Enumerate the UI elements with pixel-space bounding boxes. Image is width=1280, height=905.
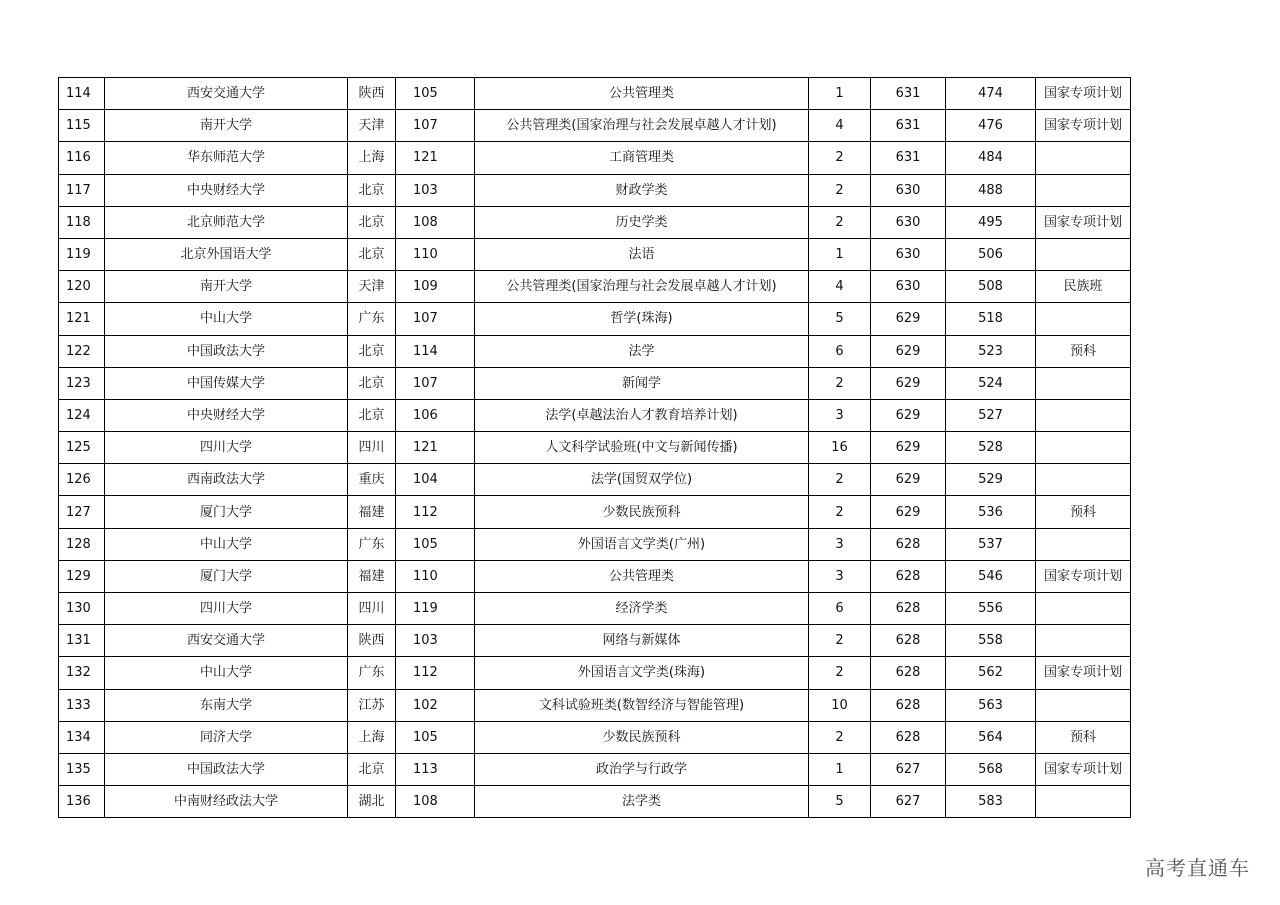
row-index-cell: 133	[59, 689, 105, 721]
score-cell: 631	[871, 142, 946, 174]
code-cell: 112	[396, 657, 475, 689]
score-cell: 628	[871, 593, 946, 625]
code-cell: 106	[396, 399, 475, 431]
university-cell: 厦门大学	[105, 560, 348, 592]
row-index-cell: 115	[59, 110, 105, 142]
university-cell: 东南大学	[105, 689, 348, 721]
rank-cell: 488	[946, 174, 1036, 206]
score-cell: 628	[871, 560, 946, 592]
major-cell: 历史学类	[475, 206, 809, 238]
code-cell: 107	[396, 110, 475, 142]
admission-table	[58, 77, 1131, 818]
note-cell	[1036, 142, 1131, 174]
score-cell: 630	[871, 238, 946, 270]
province-cell: 北京	[348, 753, 396, 785]
rank-cell: 568	[946, 753, 1036, 785]
table-row	[59, 271, 1131, 303]
watermark-text: 高考直通车	[1145, 856, 1250, 880]
university-cell: 中山大学	[105, 528, 348, 560]
table-row	[59, 657, 1131, 689]
rank-cell: 556	[946, 593, 1036, 625]
rank-cell: 528	[946, 432, 1036, 464]
row-index-cell: 116	[59, 142, 105, 174]
major-cell: 人文科学试验班(中文与新闻传播)	[475, 432, 809, 464]
rank-cell: 564	[946, 721, 1036, 753]
university-cell: 西安交通大学	[105, 625, 348, 657]
plan-count-cell: 3	[809, 399, 871, 431]
row-index-cell: 127	[59, 496, 105, 528]
code-cell: 108	[396, 206, 475, 238]
table-row	[59, 753, 1131, 785]
score-cell: 628	[871, 625, 946, 657]
province-cell: 北京	[348, 206, 396, 238]
major-cell: 少数民族预科	[475, 721, 809, 753]
table-row	[59, 528, 1131, 560]
plan-count-cell: 4	[809, 110, 871, 142]
rank-cell: 536	[946, 496, 1036, 528]
university-cell: 西安交通大学	[105, 78, 348, 110]
code-cell: 105	[396, 528, 475, 560]
score-cell: 628	[871, 657, 946, 689]
province-cell: 北京	[348, 367, 396, 399]
rank-cell: 583	[946, 786, 1036, 818]
row-index-cell: 117	[59, 174, 105, 206]
university-cell: 南开大学	[105, 271, 348, 303]
major-cell: 公共管理类(国家治理与社会发展卓越人才计划)	[475, 271, 809, 303]
major-cell: 网络与新媒体	[475, 625, 809, 657]
province-cell: 北京	[348, 238, 396, 270]
plan-count-cell: 2	[809, 657, 871, 689]
score-cell: 627	[871, 786, 946, 818]
note-cell	[1036, 367, 1131, 399]
plan-count-cell: 1	[809, 78, 871, 110]
code-cell: 107	[396, 367, 475, 399]
table-body	[59, 78, 1131, 818]
table-row	[59, 689, 1131, 721]
note-cell: 预科	[1036, 335, 1131, 367]
code-cell: 121	[396, 142, 475, 174]
code-cell: 102	[396, 689, 475, 721]
code-cell: 103	[396, 625, 475, 657]
plan-count-cell: 5	[809, 786, 871, 818]
code-cell: 119	[396, 593, 475, 625]
major-cell: 文科试验班类(数智经济与智能管理)	[475, 689, 809, 721]
university-cell: 西南政法大学	[105, 464, 348, 496]
table-row	[59, 174, 1131, 206]
table-row	[59, 110, 1131, 142]
table-row	[59, 303, 1131, 335]
table-row	[59, 721, 1131, 753]
plan-count-cell: 1	[809, 238, 871, 270]
rank-cell: 558	[946, 625, 1036, 657]
province-cell: 福建	[348, 560, 396, 592]
row-index-cell: 125	[59, 432, 105, 464]
plan-count-cell: 2	[809, 496, 871, 528]
plan-count-cell: 2	[809, 142, 871, 174]
rank-cell: 495	[946, 206, 1036, 238]
row-index-cell: 123	[59, 367, 105, 399]
major-cell: 财政学类	[475, 174, 809, 206]
table-row	[59, 238, 1131, 270]
major-cell: 工商管理类	[475, 142, 809, 174]
university-cell: 中央财经大学	[105, 174, 348, 206]
major-cell: 法学类	[475, 786, 809, 818]
score-cell: 629	[871, 432, 946, 464]
row-index-cell: 120	[59, 271, 105, 303]
code-cell: 110	[396, 238, 475, 270]
plan-count-cell: 2	[809, 174, 871, 206]
plan-count-cell: 3	[809, 560, 871, 592]
university-cell: 四川大学	[105, 593, 348, 625]
university-cell: 中国政法大学	[105, 753, 348, 785]
rank-cell: 527	[946, 399, 1036, 431]
university-cell: 同济大学	[105, 721, 348, 753]
score-cell: 629	[871, 335, 946, 367]
row-index-cell: 135	[59, 753, 105, 785]
row-index-cell: 124	[59, 399, 105, 431]
major-cell: 公共管理类(国家治理与社会发展卓越人才计划)	[475, 110, 809, 142]
score-cell: 628	[871, 528, 946, 560]
note-cell: 预科	[1036, 721, 1131, 753]
note-cell: 国家专项计划	[1036, 560, 1131, 592]
note-cell	[1036, 464, 1131, 496]
note-cell: 预科	[1036, 496, 1131, 528]
score-cell: 630	[871, 174, 946, 206]
plan-count-cell: 1	[809, 753, 871, 785]
score-cell: 629	[871, 303, 946, 335]
plan-count-cell: 4	[809, 271, 871, 303]
row-index-cell: 136	[59, 786, 105, 818]
row-index-cell: 129	[59, 560, 105, 592]
score-cell: 628	[871, 721, 946, 753]
university-cell: 中国政法大学	[105, 335, 348, 367]
province-cell: 上海	[348, 142, 396, 174]
code-cell: 112	[396, 496, 475, 528]
major-cell: 哲学(珠海)	[475, 303, 809, 335]
row-index-cell: 122	[59, 335, 105, 367]
province-cell: 北京	[348, 399, 396, 431]
score-cell: 629	[871, 367, 946, 399]
note-cell	[1036, 593, 1131, 625]
code-cell: 113	[396, 753, 475, 785]
province-cell: 上海	[348, 721, 396, 753]
province-cell: 天津	[348, 110, 396, 142]
rank-cell: 524	[946, 367, 1036, 399]
table-row	[59, 206, 1131, 238]
province-cell: 陕西	[348, 78, 396, 110]
plan-count-cell: 10	[809, 689, 871, 721]
major-cell: 公共管理类	[475, 78, 809, 110]
rank-cell: 563	[946, 689, 1036, 721]
rank-cell: 474	[946, 78, 1036, 110]
score-cell: 629	[871, 496, 946, 528]
score-cell: 629	[871, 399, 946, 431]
code-cell: 108	[396, 786, 475, 818]
table-row	[59, 593, 1131, 625]
row-index-cell: 131	[59, 625, 105, 657]
province-cell: 江苏	[348, 689, 396, 721]
major-cell: 外国语言文学类(珠海)	[475, 657, 809, 689]
row-index-cell: 126	[59, 464, 105, 496]
province-cell: 北京	[348, 335, 396, 367]
province-cell: 天津	[348, 271, 396, 303]
note-cell	[1036, 689, 1131, 721]
plan-count-cell: 16	[809, 432, 871, 464]
plan-count-cell: 5	[809, 303, 871, 335]
score-cell: 628	[871, 689, 946, 721]
note-cell	[1036, 174, 1131, 206]
note-cell	[1036, 238, 1131, 270]
note-cell	[1036, 786, 1131, 818]
table-row	[59, 335, 1131, 367]
row-index-cell: 134	[59, 721, 105, 753]
major-cell: 法学	[475, 335, 809, 367]
major-cell: 外国语言文学类(广州)	[475, 528, 809, 560]
code-cell: 105	[396, 78, 475, 110]
rank-cell: 518	[946, 303, 1036, 335]
rank-cell: 506	[946, 238, 1036, 270]
table-row	[59, 399, 1131, 431]
table-row	[59, 786, 1131, 818]
note-cell	[1036, 399, 1131, 431]
major-cell: 公共管理类	[475, 560, 809, 592]
table-row	[59, 367, 1131, 399]
major-cell: 法学(卓越法治人才教育培养计划)	[475, 399, 809, 431]
plan-count-cell: 2	[809, 206, 871, 238]
university-cell: 中山大学	[105, 657, 348, 689]
major-cell: 新闻学	[475, 367, 809, 399]
note-cell	[1036, 625, 1131, 657]
score-cell: 630	[871, 271, 946, 303]
code-cell: 114	[396, 335, 475, 367]
note-cell: 国家专项计划	[1036, 657, 1131, 689]
note-cell: 国家专项计划	[1036, 753, 1131, 785]
table-row	[59, 464, 1131, 496]
row-index-cell: 118	[59, 206, 105, 238]
university-cell: 中山大学	[105, 303, 348, 335]
university-cell: 四川大学	[105, 432, 348, 464]
province-cell: 四川	[348, 432, 396, 464]
province-cell: 重庆	[348, 464, 396, 496]
rank-cell: 508	[946, 271, 1036, 303]
plan-count-cell: 2	[809, 464, 871, 496]
note-cell: 民族班	[1036, 271, 1131, 303]
university-cell: 厦门大学	[105, 496, 348, 528]
major-cell: 法学(国贸双学位)	[475, 464, 809, 496]
note-cell	[1036, 528, 1131, 560]
major-cell: 少数民族预科	[475, 496, 809, 528]
plan-count-cell: 2	[809, 367, 871, 399]
province-cell: 四川	[348, 593, 396, 625]
province-cell: 陕西	[348, 625, 396, 657]
code-cell: 110	[396, 560, 475, 592]
note-cell: 国家专项计划	[1036, 110, 1131, 142]
university-cell: 南开大学	[105, 110, 348, 142]
rank-cell: 537	[946, 528, 1036, 560]
score-cell: 631	[871, 78, 946, 110]
province-cell: 广东	[348, 303, 396, 335]
university-cell: 中南财经政法大学	[105, 786, 348, 818]
table-row	[59, 625, 1131, 657]
university-cell: 华东师范大学	[105, 142, 348, 174]
rank-cell: 484	[946, 142, 1036, 174]
table-row	[59, 142, 1131, 174]
university-cell: 中央财经大学	[105, 399, 348, 431]
university-cell: 北京外国语大学	[105, 238, 348, 270]
code-cell: 121	[396, 432, 475, 464]
note-cell: 国家专项计划	[1036, 206, 1131, 238]
rank-cell: 562	[946, 657, 1036, 689]
row-index-cell: 128	[59, 528, 105, 560]
score-cell: 630	[871, 206, 946, 238]
table-row	[59, 496, 1131, 528]
rank-cell: 529	[946, 464, 1036, 496]
code-cell: 105	[396, 721, 475, 753]
province-cell: 北京	[348, 174, 396, 206]
plan-count-cell: 3	[809, 528, 871, 560]
plan-count-cell: 6	[809, 335, 871, 367]
plan-count-cell: 2	[809, 625, 871, 657]
note-cell	[1036, 432, 1131, 464]
row-index-cell: 119	[59, 238, 105, 270]
code-cell: 103	[396, 174, 475, 206]
score-cell: 631	[871, 110, 946, 142]
table-row	[59, 78, 1131, 110]
table-row	[59, 432, 1131, 464]
rank-cell: 546	[946, 560, 1036, 592]
major-cell: 法语	[475, 238, 809, 270]
major-cell: 政治学与行政学	[475, 753, 809, 785]
row-index-cell: 114	[59, 78, 105, 110]
university-cell: 中国传媒大学	[105, 367, 348, 399]
rank-cell: 523	[946, 335, 1036, 367]
score-cell: 627	[871, 753, 946, 785]
plan-count-cell: 2	[809, 721, 871, 753]
rank-cell: 476	[946, 110, 1036, 142]
code-cell: 107	[396, 303, 475, 335]
row-index-cell: 130	[59, 593, 105, 625]
university-cell: 北京师范大学	[105, 206, 348, 238]
province-cell: 福建	[348, 496, 396, 528]
major-cell: 经济学类	[475, 593, 809, 625]
note-cell	[1036, 303, 1131, 335]
province-cell: 广东	[348, 657, 396, 689]
table-row	[59, 560, 1131, 592]
code-cell: 104	[396, 464, 475, 496]
province-cell: 广东	[348, 528, 396, 560]
plan-count-cell: 6	[809, 593, 871, 625]
code-cell: 109	[396, 271, 475, 303]
row-index-cell: 132	[59, 657, 105, 689]
province-cell: 湖北	[348, 786, 396, 818]
row-index-cell: 121	[59, 303, 105, 335]
score-cell: 629	[871, 464, 946, 496]
note-cell: 国家专项计划	[1036, 78, 1131, 110]
